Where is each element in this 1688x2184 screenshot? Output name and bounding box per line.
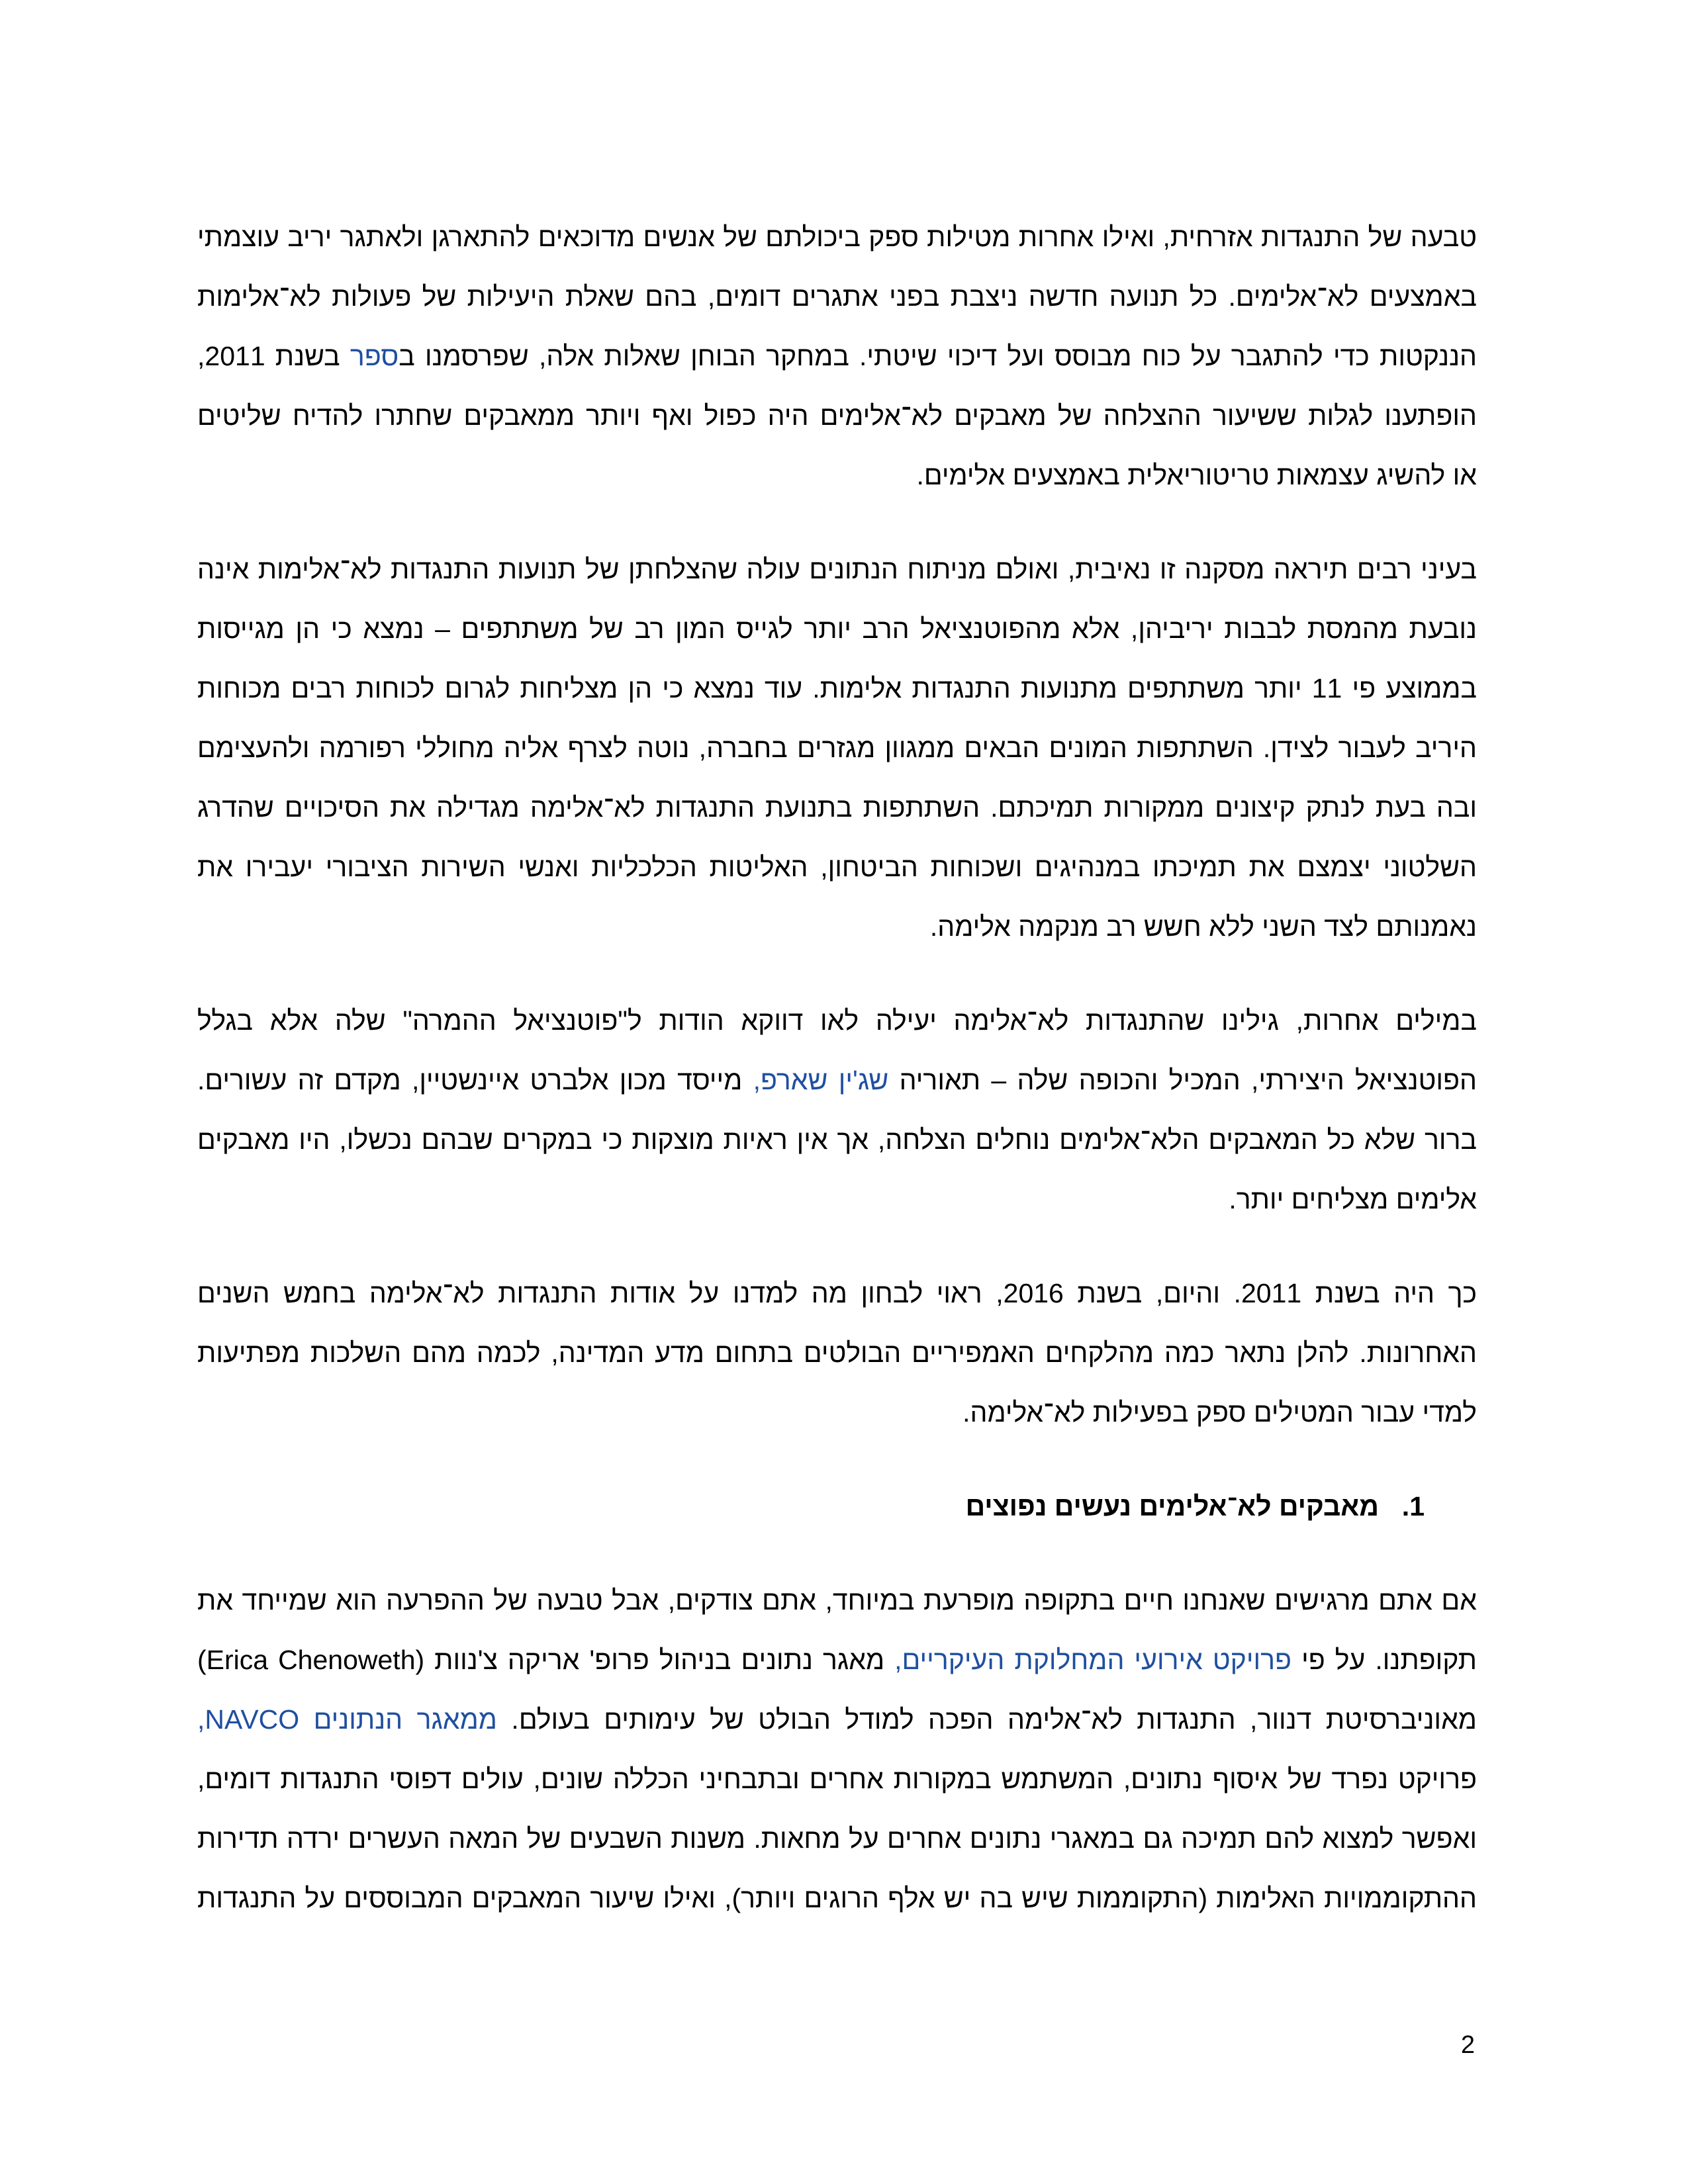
text-line: פרויקט נפרד של איסוף נתונים, המשתמש במקורות אחרים ובתבחיני הכללה שונים, עולים דפוסי התנגדות דומים,	[197, 1764, 1477, 1794]
text-line: כך היה בשנת 2011. והיום, בשנת 2016, ראוי לבחון מה למדנו על אודות התנגדות לא־אלימה בחמש השנים	[197, 1278, 1477, 1308]
text-line: נובעת מהמסת לבבות יריביהן, אלא מהפוטנציאל הרב יותר לגייס המון רב של משתתפים – נמצא כי הן מגייסות	[197, 614, 1477, 644]
paragraph	[197, 1570, 1477, 1928]
text-line: ברור שלא כל המאבקים הלא־אלימים נוחלים הצלחה, אך אין ראיות מוצקות כי במקרים שבהם נכשלו, היו מאבקים	[197, 1124, 1477, 1155]
text-line: נאמנותם לצד השני ללא חשש רב מנקמה אלימה.	[929, 911, 1477, 942]
line-text-segment: מייסד מכון אלברט איינשטיין, מקדם זה עשורים.	[197, 1065, 753, 1095]
text-line	[197, 1050, 1477, 1110]
paragraph	[197, 539, 1477, 956]
text-line: השלטוני יצמצם את תמיכתו במנהיגים ושכוחות הביטחון, האליטות הכלכליות ואנשי השירות הציבורי יעבירו את	[197, 852, 1477, 882]
section-title: מאבקים לא־אלימים נעשים נפוצים	[965, 1491, 1379, 1522]
link-navco-database[interactable]: ממאגר הנתונים NAVCO,	[197, 1704, 497, 1735]
text-line	[197, 326, 1477, 386]
text-line: ואפשר למצוא להם תמיכה גם במאגרי נתונים אחרים על מחאות. משנות השבעים של המאה העשרים ירדה תדירות	[197, 1823, 1477, 1854]
text-line: במילים אחרות, גילינו שהתנגדות לא־אלימה יעילה לאו דווקא הודות ל"פוטנציאל ההמרה" שלה אלא בגלל	[197, 1005, 1477, 1036]
text-line: הופתענו לגלות ששיעור ההצלחה של מאבקים לא־אלימים היה כפול ואף ויותר ממאבקים שחתרו להדיח שליטים	[197, 400, 1477, 431]
link-book[interactable]: ספר	[350, 341, 399, 371]
text-line: בעיני רבים תיראה מסקנה זו נאיבית, ואולם מניתוח הנתונים עולה שהצלחתן של תנועות התנגדות לא־אלימות אינה	[197, 554, 1477, 584]
page-number: 2	[1460, 2031, 1475, 2059]
link-major-episodes-project[interactable]: פרויקט אירועי המחלוקת העיקריים,	[894, 1645, 1292, 1675]
document-body	[197, 207, 1477, 1962]
line-text-segment: תקופתנו. על פי	[1291, 1645, 1477, 1675]
text-line: באמצעים לא־אלימים. כל תנועה חדשה ניצבת בפני אתגרים דומים, בהם שאלת היעילות של פעולות לא־אלימות	[197, 281, 1477, 312]
line-text-segment: מאגר נתונים בניהול פרופ' אריקה צ'נוות (Erica Chenoweth)	[197, 1645, 895, 1675]
text-line: או להשיג עצמאות טריטוריאלית באמצעים אלימים.	[916, 460, 1477, 490]
text-line: למדי עבור המטילים ספק בפעילות לא־אלימה.	[962, 1397, 1477, 1428]
line-text-segment: הננקטות כדי להתגבר על כוח מבוסס ועל דיכוי שיטתי. במחקר הבוחן שאלות אלה, שפרסמנו ב	[399, 341, 1477, 371]
text-line: ההתקוממויות האלימות (התקוממות שיש בה יש אלף הרוגים ויותר), ואילו שיעור המאבקים המבוססים על התנגדות	[197, 1883, 1477, 1913]
text-line: האחרונות. להלן נתאר כמה מהלקחים האמפיריים הבולטים בתחום מדע המדינה, לכמה מהם השלכות מפתיעות	[197, 1338, 1477, 1368]
text-line: בממוצע פי 11 יותר משתתפים מתנועות התנגדות אלימות. עוד נמצא כי הן מצליחות לגרום לכוחות רבים מכוחות	[197, 673, 1477, 704]
line-text-segment: בשנת 2011,	[197, 341, 350, 371]
text-line: היריב לעבור לצידן. השתתפות המונים הבאים ממגוון מגזרים בחברה, נוטה לצרף אליה מחוללי רפורמה ולהעצימם	[197, 733, 1477, 763]
text-line: אם אתם מרגישים שאנחנו חיים בתקופה מופרעת במיוחד, אתם צודקים, אבל טבעה של ההפרעה הוא שמייחד את	[197, 1585, 1477, 1615]
section-heading	[197, 1477, 1477, 1536]
paragraph	[197, 1263, 1477, 1442]
text-line	[197, 1630, 1477, 1690]
link-gene-sharp[interactable]: שג'ין שארפ,	[753, 1065, 889, 1095]
text-line: אלימים מצליחים יותר.	[1229, 1184, 1477, 1214]
text-line: ובה בעת לנתק קיצונים ממקורות תמיכתם. השתתפות בתנועת התנגדות לא־אלימה מגדילה את הסיכויים שהדרג	[197, 792, 1477, 823]
text-line	[197, 1690, 1477, 1749]
text-line: טבעה של התנגדות אזרחית, ואילו אחרות מטילות ספק ביכולתם של אנשים מדוכאים להתארגן ולאתגר יריב עוצמתי	[197, 222, 1477, 252]
section-number: 1.	[1401, 1491, 1425, 1522]
paragraph	[197, 207, 1477, 505]
paragraph	[197, 991, 1477, 1229]
line-text-segment: מאוניברסיטת דנוור, התנגדות לא־אלימה הפכה למודל הבולט של עימותים בעולם.	[496, 1704, 1477, 1735]
line-text-segment: הפוטנציאל היצירתי, המכיל והכופה שלה – תאוריה	[888, 1065, 1477, 1095]
